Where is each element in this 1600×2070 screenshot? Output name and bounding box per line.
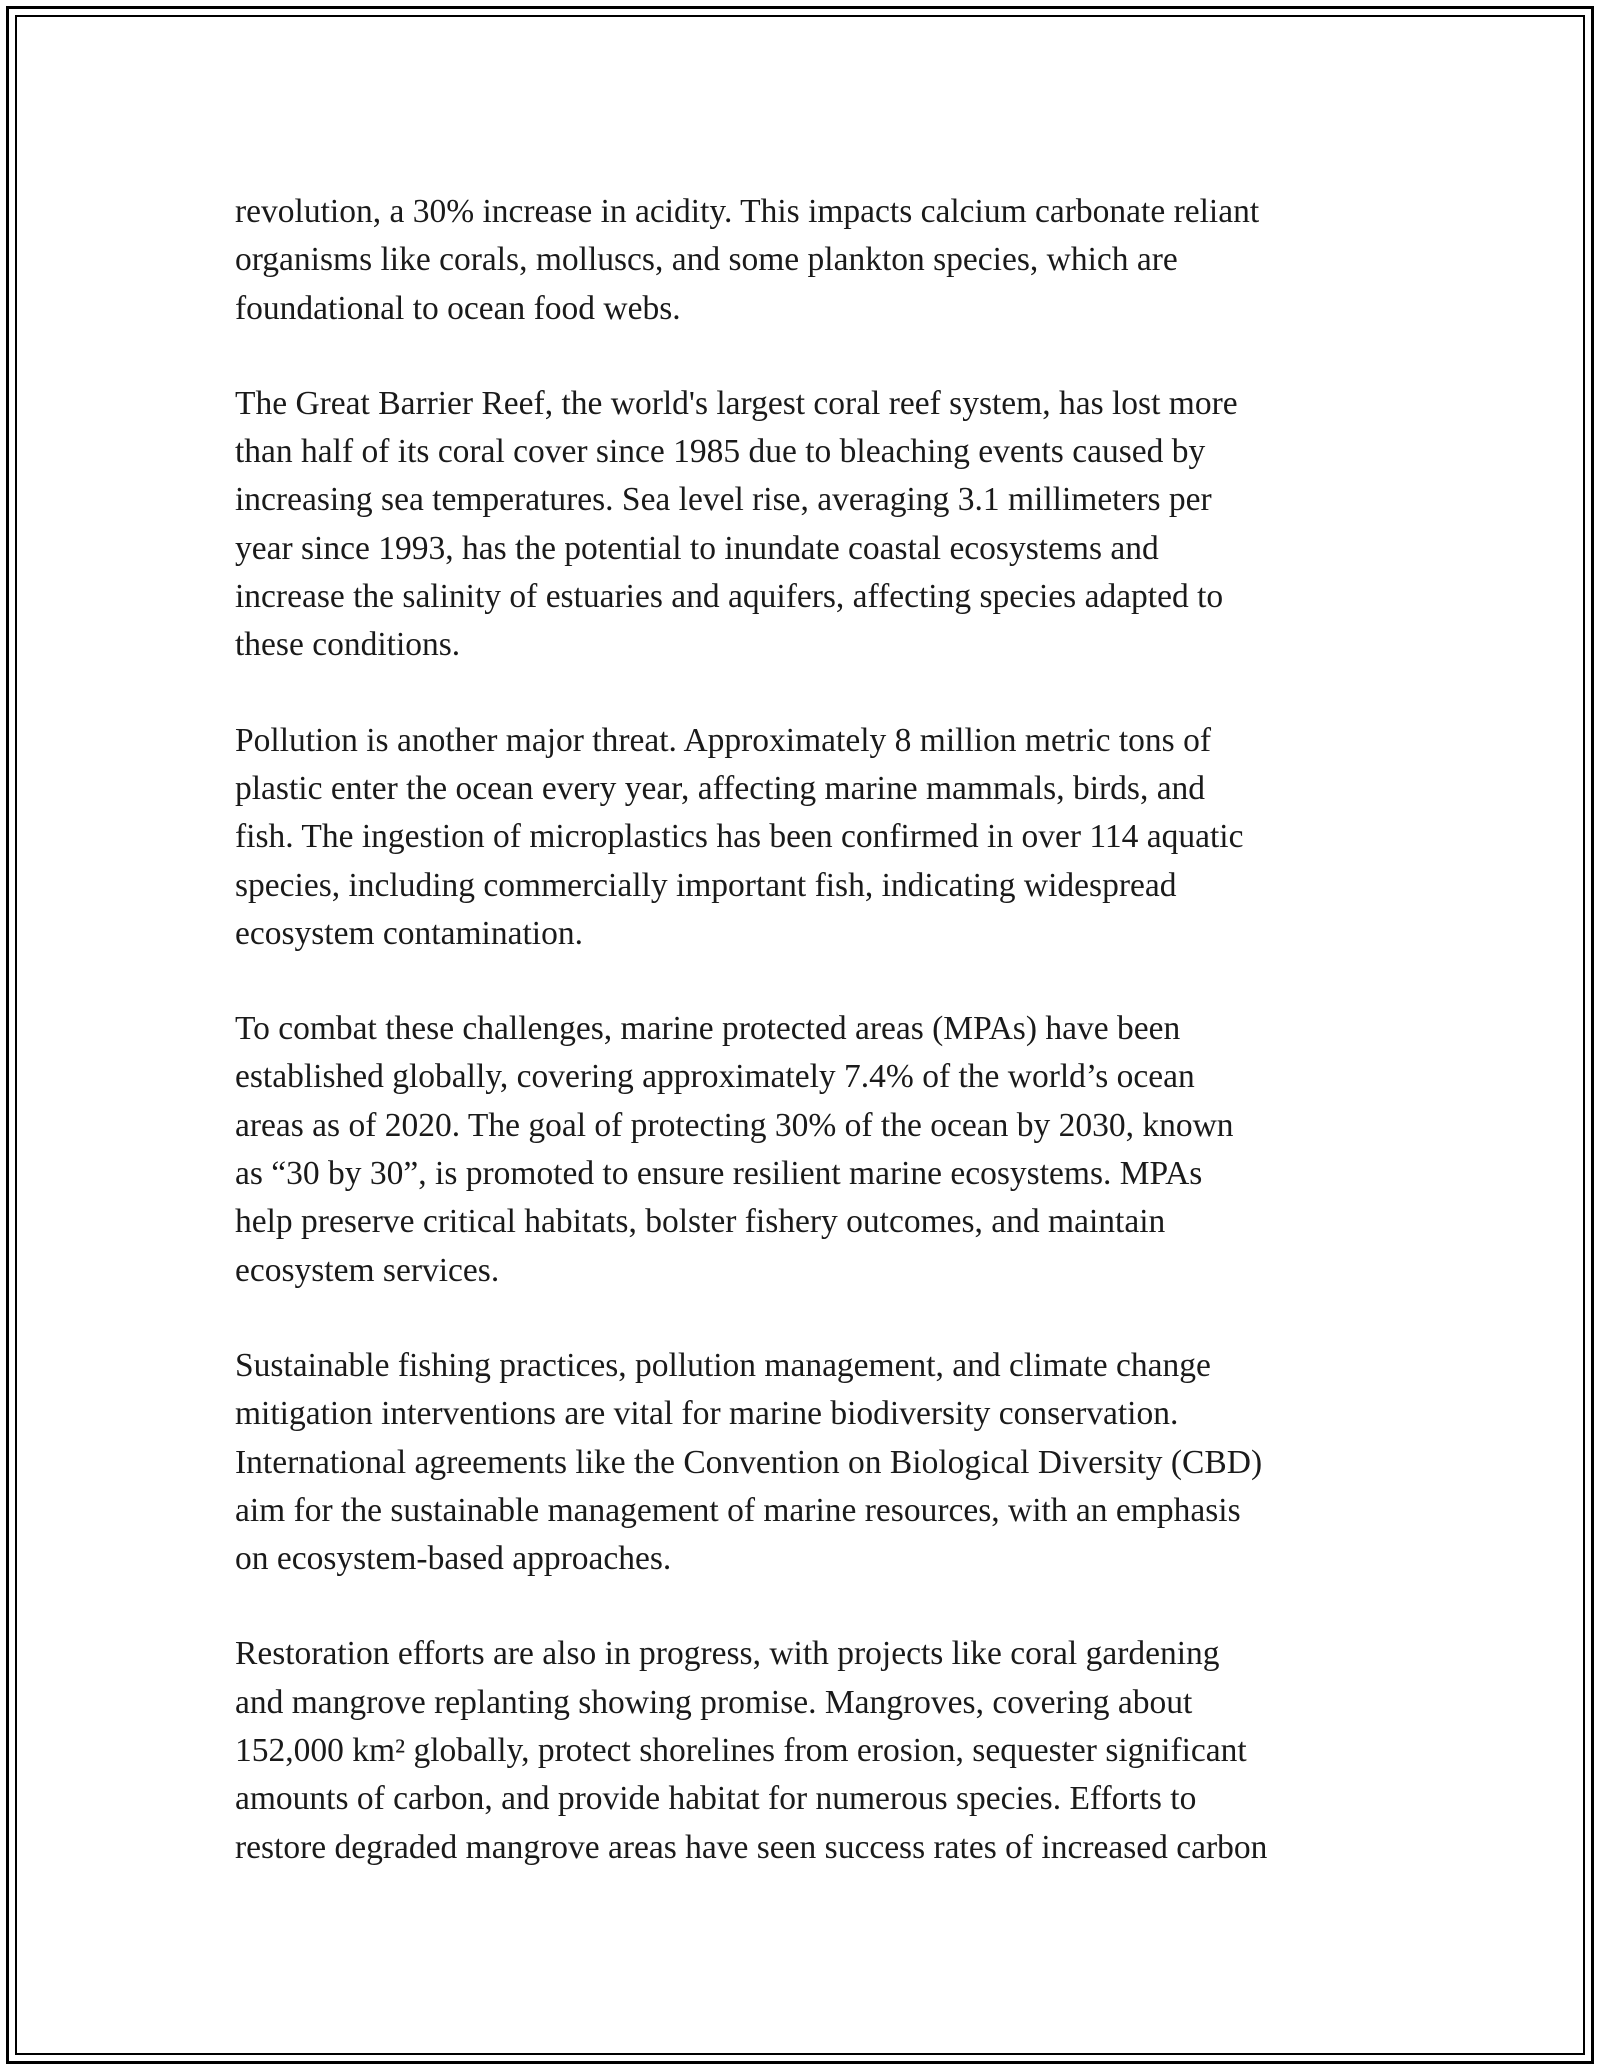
text-line: these conditions. [235,626,461,664]
text-line: aim for the sustainable management of marine resources, with an emphasis [235,1491,1241,1529]
text-line: Sustainable fishing practices, pollution management, and climate change [235,1346,1211,1384]
text-line: increasing sea temperatures. Sea level rise, averaging 3.1 millimeters per [235,481,1212,519]
text-line: help preserve critical habitats, bolster fishery outcomes, and maintain [235,1203,1166,1241]
text-line: than half of its coral cover since 1985 due to bleaching events caused by [235,433,1206,471]
document-body [235,188,1395,1919]
text-line: 152,000 km² globally, protect shorelines from erosion, sequester significant [235,1732,1247,1770]
text-line: foundational to ocean food webs. [235,289,681,327]
text-line: increase the salinity of estuaries and aquifers, affecting species adapted to [235,578,1224,616]
text-line: and mangrove replanting showing promise. Mangroves, covering about [235,1683,1193,1721]
text-line: year since 1993, has the potential to inundate coastal ecosystems and [235,529,1159,567]
text-line: ecosystem contamination. [235,914,583,952]
text-line: Pollution is another major threat. Approximately 8 million metric tons of [235,721,1211,759]
text-line: areas as of 2020. The goal of protecting 30% of the ocean by 2030, known [235,1106,1234,1144]
text-line: species, including commercially important fish, indicating widespread [235,866,1177,904]
text-line: To combat these challenges, marine protected areas (MPAs) have been [235,1010,1181,1048]
text-line: established globally, covering approximately 7.4% of the world’s ocean [235,1058,1195,1096]
paragraph [235,1005,1395,1295]
paragraph [235,1342,1395,1583]
text-line: organisms like corals, molluscs, and some plankton species, which are [235,241,1178,279]
paragraph [235,717,1395,958]
text-line: mitigation interventions are vital for marine biodiversity conservation. [235,1395,1179,1433]
paragraph [235,380,1395,670]
text-line: revolution, a 30% increase in acidity. This impacts calcium carbonate reliant [235,193,1260,230]
text-line: restore degraded mangrove areas have seen success rates of increased carbon [235,1828,1268,1866]
paragraph [235,188,1395,333]
text-line: fish. The ingestion of microplastics has been confirmed in over 114 aquatic [235,818,1244,856]
text-line: ecosystem services. [235,1251,500,1289]
text-line: Restoration efforts are also in progress, with projects like coral gardening [235,1635,1220,1673]
text-line: on ecosystem-based approaches. [235,1540,672,1578]
text-line: as “30 by 30”, is promoted to ensure resilient marine ecosystems. MPAs [235,1155,1203,1193]
text-line: amounts of carbon, and provide habitat for numerous species. Efforts to [235,1780,1197,1818]
text-line: plastic enter the ocean every year, affecting marine mammals, birds, and [235,769,1206,807]
text-line: International agreements like the Convention on Biological Diversity (CBD) [235,1443,1263,1481]
paragraph [235,1630,1395,1871]
text-line: The Great Barrier Reef, the world's largest coral reef system, has lost more [235,384,1238,422]
